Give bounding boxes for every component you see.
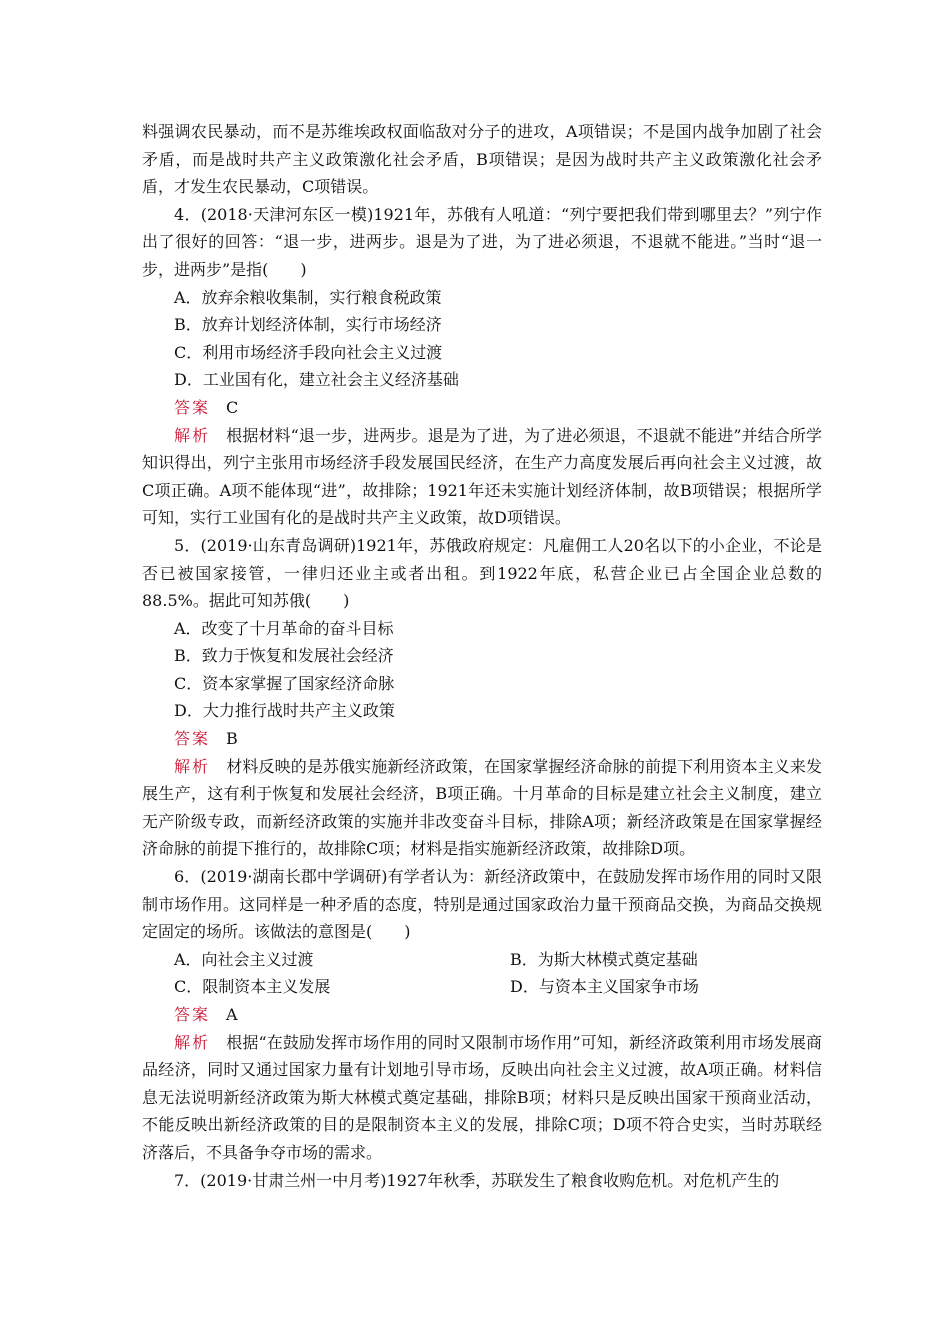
option-c: C．限制资本主义发展 — [174, 977, 331, 997]
option-b: B．致力于恢复和发展社会经济 — [174, 646, 394, 666]
question-7 — [142, 1167, 822, 1195]
answer-value: C — [226, 397, 239, 417]
answer-label: 答案 — [174, 397, 211, 417]
document-page — [142, 118, 822, 1194]
answer-line — [142, 394, 822, 422]
option-c: C．利用市场经济手段向社会主义过渡 — [174, 342, 443, 362]
option-a: A．放弃余粮收集制，实行粮食税政策 — [174, 287, 442, 307]
answer-line — [142, 725, 822, 753]
option-c: C．资本家掌握了国家经济命脉 — [174, 673, 395, 693]
option-row-2 — [142, 973, 822, 1001]
option-d: D．工业国有化，建立社会主义经济基础 — [174, 370, 459, 390]
option-a: A．改变了十月革命的奋斗目标 — [174, 618, 394, 638]
option-a: A．向社会主义过渡 — [174, 949, 314, 969]
analysis-paragraph — [142, 753, 822, 863]
question-stem: 7．(2019·甘肃兰州一中月考)1927年秋季，苏联发生了粮食收购危机。对危机产生的 — [174, 1170, 780, 1190]
option-d: D．与资本主义国家争市场 — [510, 977, 699, 997]
option-b: B．放弃计划经济体制，实行市场经济 — [174, 315, 442, 335]
analysis-text: 根据“在鼓励发挥市场作用的同时又限制市场作用”可知，新经济政策利用市场发展商品经济，同时又通过国家力量有计划地引导市场，反映出向社会主义过渡，故A项正确。材料信息无法说明新经济政策为斯大林模式奠定基础，排除B项；材料只是反映出国家干预商业活动，不能反映出新经济政策的目的是限制资本主义的发展，排除C项；D项不符合史实，当时苏联经济落后，不具备争夺市场的需求。 — [142, 1032, 822, 1162]
analysis-paragraph — [142, 422, 822, 532]
question-4 — [142, 201, 822, 532]
answer-value: B — [226, 729, 238, 749]
answer-label: 答案 — [174, 729, 211, 749]
question-stem: 6．(2019·湖南长郡中学调研)有学者认为：新经济政策中，在鼓励发挥市场作用的同时又限制市场作用。这同样是一种矛盾的态度，特别是通过国家政治力量干预商品交换，为商品交换规定固定的场所。该做法的意图是( ) — [142, 867, 822, 942]
question-6 — [142, 863, 822, 1167]
analysis-text: 材料反映的是苏俄实施新经济政策，在国家掌握经济命脉的前提下利用资本主义来发展生产，这有利于恢复和发展社会经济，B项正确。十月革命的目标是建立社会主义制度，建立无产阶级专政，而新经济政策的实施并非改变奋斗目标，排除A项；新经济政策是在国家掌握经济命脉的前提下推行的，故排除C项；材料是指实施新经济政策，故排除D项。 — [142, 756, 822, 859]
analysis-paragraph — [142, 1029, 822, 1167]
question-stem: 5．(2019·山东青岛调研)1921年，苏俄政府规定：凡雇佣工人20名以下的小企业，不论是否已被国家接管，一律归还业主或者出租。到1922年底，私营企业已占全国企业总数的88.5%。据此可知苏俄( ) — [142, 535, 822, 611]
analysis-label: 解析 — [174, 425, 211, 445]
question-5 — [142, 532, 822, 863]
analysis-label: 解析 — [174, 1032, 211, 1052]
question-stem: 4．(2018·天津河东区一模)1921年，苏俄有人吼道：“列宁要把我们带到哪里去？”列宁作出了很好的回答：“退一步，进两步。退是为了进，为了进必须退，不退就不能进。”当时“退一步，进两步”是指( ) — [142, 204, 822, 279]
option-row-1 — [142, 946, 822, 974]
answer-label: 答案 — [174, 1005, 211, 1024]
answer-line — [142, 1001, 822, 1029]
answer-value: A — [226, 1005, 238, 1024]
analysis-text: 根据材料“退一步，进两步。退是为了进，为了进必须退，不退就不能进”并结合所学知识得出，列宁主张用市场经济手段发展国民经济，在生产力高度发展后再向社会主义过渡，故C项正确。A项不能体现“进”，故排除；1921年还未实施计划经济体制，故B项错误；根据所学可知，实行工业国有化的是战时共产主义政策，故D项错误。 — [142, 425, 822, 528]
intro-paragraph: 料强调农民暴动，而不是苏维埃政权面临敌对分子的进攻，A项错误；不是国内战争加剧了社会矛盾，而是战时共产主义政策激化社会矛盾，B项错误；是因为战时共产主义政策激化社会矛盾，才发生农民暴动，C项错误。 — [142, 122, 822, 197]
option-b: B．为斯大林模式奠定基础 — [510, 949, 698, 969]
option-d: D．大力推行战时共产主义政策 — [174, 701, 395, 721]
analysis-label: 解析 — [174, 756, 211, 776]
